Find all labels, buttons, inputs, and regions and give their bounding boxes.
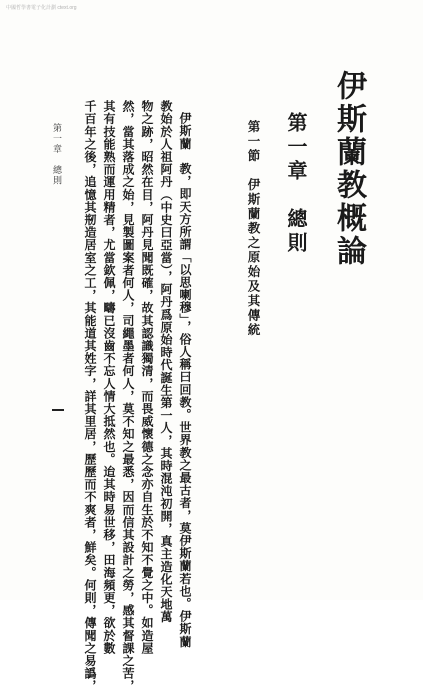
chapter-title: 第一章 總則 <box>284 112 308 256</box>
book-title: 伊斯蘭教概論 <box>331 70 366 268</box>
text-column: 教始於人祖阿丹（中史曰亞當），阿丹爲原始時代誕生第一人，其時混沌初開，真主造化天地萬 <box>159 100 173 624</box>
text-column: 然，當其落成之始，見製圖案者何人，司繩墨者何人，莫不知之最悉，因而信其設計之勞，感其督課之苦， <box>121 100 135 692</box>
running-header: 第一章 總則 <box>51 123 61 186</box>
watermark: 中國哲學書電子化計劃 ctext.org <box>6 5 77 11</box>
body-text <box>80 100 194 692</box>
text-column: 其有技能熟而運用精者，尤當欽佩，疇已沒齒不忘人情大抵然也。迨其時易世移，田海頻更，欲於數 <box>102 100 116 655</box>
text-column: 千百年之後，追憶其剏造居室之工，其能道其姓字，詳其里居，歷歷而不爽者，鮮矣。何則，傳聞之易譌， <box>83 100 97 692</box>
text-column: 伊斯蘭 教，即天方所謂「以思喇穆」，俗人稱曰回教。世界教之最古者，莫伊斯蘭若也。伊斯蘭 <box>178 112 192 648</box>
text-column: 物之跡，昭然在目，阿丹見聞既確，故其認識獨清，而畏威懷德之念亦自生於不知不覺之中。如造屋 <box>140 100 154 655</box>
section-title: 第一節 伊斯蘭教之原始及其傳統 <box>246 120 261 338</box>
page-number-mark <box>52 409 64 411</box>
